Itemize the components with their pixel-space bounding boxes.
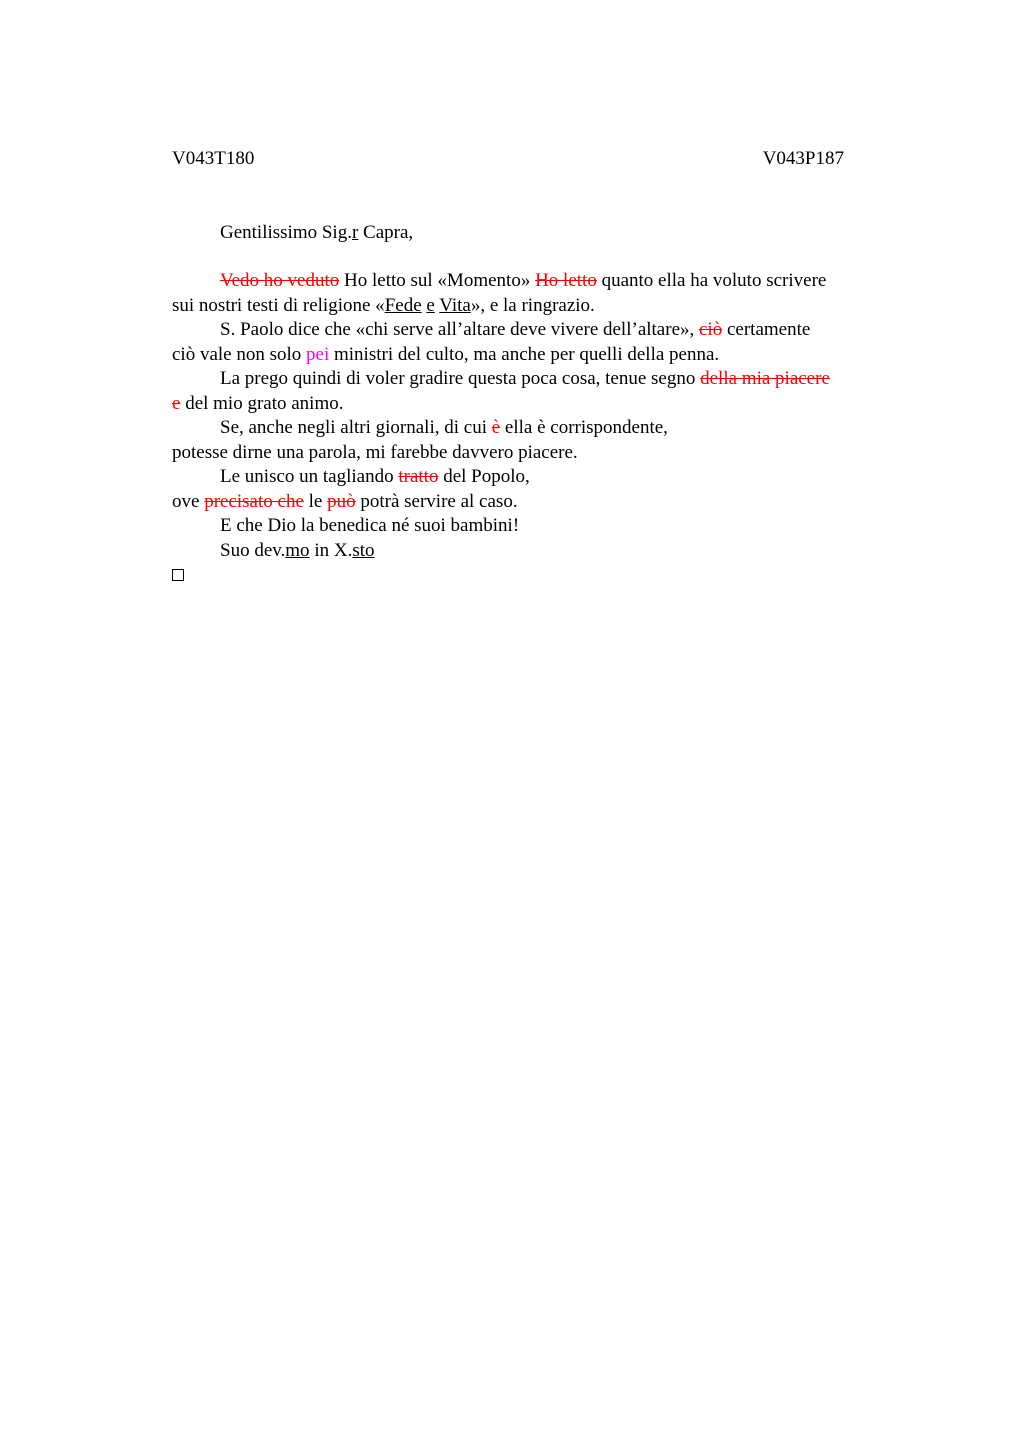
document-code-left: V043T180: [172, 148, 255, 169]
line-text: in X.: [309, 539, 353, 561]
letter-body: [172, 269, 884, 588]
letter-signature: [172, 539, 884, 564]
line-text: potrà servire al caso.: [355, 490, 518, 512]
line-text: Suo dev.: [220, 539, 286, 561]
line-text: S. Paolo dice che «chi serve all’altare deve vivere dell’altare»,: [220, 319, 699, 340]
line-text: ella è corrispondente,: [500, 417, 668, 438]
document-code-right: V043P187: [762, 148, 844, 169]
underlined-text: sto: [352, 539, 375, 561]
letter-line-4: [172, 343, 884, 368]
underlined-text: e: [426, 294, 435, 316]
salutation-text: Gentilissimo Sig.: [220, 222, 352, 243]
end-marker: [172, 563, 884, 588]
line-text: sui nostri testi di religione «: [172, 294, 385, 316]
deleted-text: può: [327, 490, 356, 512]
deleted-text: e: [172, 392, 181, 414]
empty-square-icon: [172, 569, 184, 581]
letter-line-2: [172, 294, 884, 319]
line-text: E che Dio la benedica né suoi bambini!: [220, 515, 520, 536]
salutation-name: Capra,: [358, 222, 414, 243]
letter-line-8: [172, 441, 884, 466]
line-text: del Popolo,: [438, 466, 530, 487]
line-text: potesse dirne una parola, mi farebbe davvero piacere.: [172, 441, 578, 463]
inserted-text: pei: [306, 343, 330, 365]
deleted-text: Vedo ho veduto: [220, 270, 340, 291]
deleted-text: precisato che: [204, 490, 304, 512]
line-text: del mio grato animo.: [180, 392, 344, 414]
underlined-text: Fede: [384, 294, 422, 316]
line-text: ciò vale non solo: [172, 343, 307, 365]
letter-line-10: [172, 490, 884, 515]
underlined-text: mo: [285, 539, 310, 561]
letter-line-3: [172, 318, 884, 343]
line-text: certamente: [722, 319, 811, 340]
document-header: [172, 147, 844, 171]
line-text: La prego quindi di voler gradire questa poca cosa, tenue segno: [220, 368, 701, 389]
letter-line-1: [172, 269, 884, 294]
salutation: [220, 221, 413, 245]
salutation-abbreviation: r: [351, 222, 359, 243]
line-text: ove: [172, 490, 205, 512]
letter-line-11: [172, 514, 884, 539]
letter-line-7: [172, 416, 884, 441]
letter-line-6: [172, 392, 884, 417]
line-text: ministri del culto, ma anche per quelli della penna.: [329, 343, 720, 365]
deleted-text: della mia piacere: [700, 368, 830, 389]
deleted-text: tratto: [398, 466, 439, 487]
deleted-text: è: [491, 417, 501, 438]
underlined-text: Vita: [439, 294, 471, 316]
line-text: Ho letto sul «Momento»: [339, 270, 536, 291]
deleted-text: Ho letto: [535, 270, 597, 291]
letter-line-5: [172, 367, 884, 392]
line-text: Le unisco un tagliando: [220, 466, 399, 487]
deleted-text: ciò: [699, 319, 723, 340]
letter-line-9: [172, 465, 884, 490]
line-text: le: [303, 490, 328, 512]
line-text: », e la ringrazio.: [470, 294, 595, 316]
line-text: quanto ella ha voluto scrivere: [596, 270, 827, 291]
line-text: Se, anche negli altri giornali, di cui: [220, 417, 492, 438]
